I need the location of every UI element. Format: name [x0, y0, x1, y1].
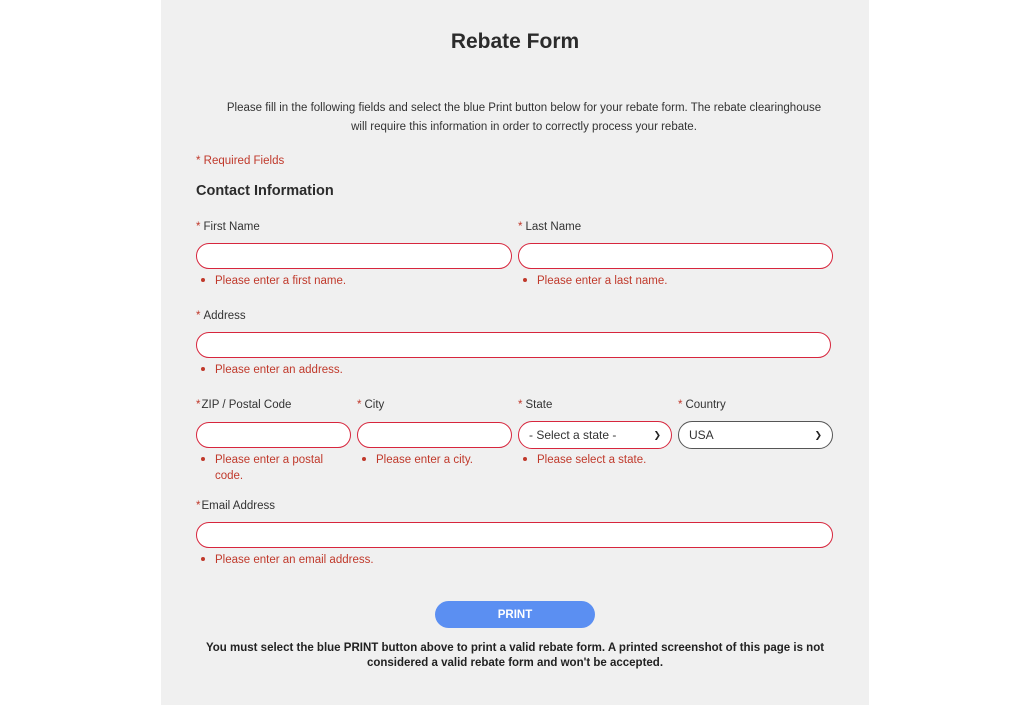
state-select[interactable]	[518, 421, 672, 449]
state-selected-value: - Select a state -	[529, 428, 617, 442]
email-error-text: Please enter an email address.	[215, 554, 374, 566]
city-label	[357, 399, 384, 411]
last-name-error	[523, 273, 667, 289]
state-label	[518, 399, 552, 411]
zip-error-line2: code.	[215, 470, 244, 482]
state-error-text: Please select a state.	[537, 454, 647, 466]
error-bullet-icon	[523, 278, 527, 282]
required-marker: *	[357, 399, 362, 411]
zip-label-text: ZIP / Postal Code	[201, 399, 292, 411]
email-label-text: Email Address	[201, 500, 275, 512]
first-name-label-text: First Name	[203, 221, 260, 233]
last-name-error-text: Please enter a last name.	[537, 275, 668, 287]
form-panel	[161, 0, 869, 705]
first-name-input[interactable]	[196, 243, 512, 269]
zip-error-text	[215, 452, 323, 484]
country-select[interactable]	[678, 421, 833, 449]
zip-input[interactable]	[196, 422, 351, 448]
chevron-down-icon: ❯	[814, 429, 822, 440]
zip-error-line1: Please enter a postal	[215, 454, 324, 466]
required-marker: *	[196, 399, 201, 411]
address-label-text: Address	[203, 310, 246, 322]
email-error	[201, 552, 374, 568]
required-marker: *	[196, 500, 201, 512]
zip-error	[201, 452, 323, 484]
first-name-error	[201, 273, 346, 289]
first-name-label	[196, 221, 260, 233]
required-marker: *	[678, 399, 683, 411]
error-bullet-icon	[201, 278, 205, 282]
chevron-down-icon: ❯	[653, 429, 661, 440]
country-label-text: Country	[685, 399, 726, 411]
error-bullet-icon	[523, 457, 527, 461]
required-fields-note: * Required Fields	[196, 155, 285, 167]
city-label-text: City	[364, 399, 385, 411]
required-marker: *	[518, 399, 523, 411]
error-bullet-icon	[201, 557, 205, 561]
zip-label	[196, 399, 291, 411]
last-name-input[interactable]	[518, 243, 833, 269]
city-error	[362, 452, 473, 468]
email-input[interactable]	[196, 522, 833, 548]
error-bullet-icon	[201, 367, 205, 371]
error-bullet-icon	[362, 457, 366, 461]
city-input[interactable]	[357, 422, 512, 448]
section-title-contact: Contact Information	[196, 183, 334, 199]
last-name-label	[518, 221, 581, 233]
page-title: Rebate Form	[450, 30, 580, 53]
address-error-text: Please enter an address.	[215, 364, 343, 376]
last-name-label-text: Last Name	[525, 221, 582, 233]
required-marker: *	[196, 310, 201, 322]
print-button[interactable]: PRINT	[435, 601, 595, 628]
city-error-text: Please enter a city.	[376, 454, 473, 466]
address-error	[201, 362, 343, 378]
state-error	[523, 452, 646, 468]
email-label	[196, 500, 275, 512]
address-label	[196, 310, 246, 322]
country-selected-value: USA	[689, 428, 714, 442]
intro-text: Please fill in the following fields and select the blue Print button below for your rebate form. The rebate clearinghouse will require this information in order to correctly process your rebate.	[226, 102, 822, 133]
print-instructions-note: You must select the blue PRINT button above to print a valid rebate form. A printed screenshot of this page is not considered a valid rebate form and won't be accepted.	[205, 642, 825, 669]
country-label	[678, 399, 726, 411]
first-name-error-text: Please enter a first name.	[215, 275, 347, 287]
address-input[interactable]	[196, 332, 831, 358]
required-marker: *	[518, 221, 523, 233]
error-bullet-icon	[201, 457, 205, 461]
required-marker: *	[196, 221, 201, 233]
state-label-text: State	[525, 399, 553, 411]
